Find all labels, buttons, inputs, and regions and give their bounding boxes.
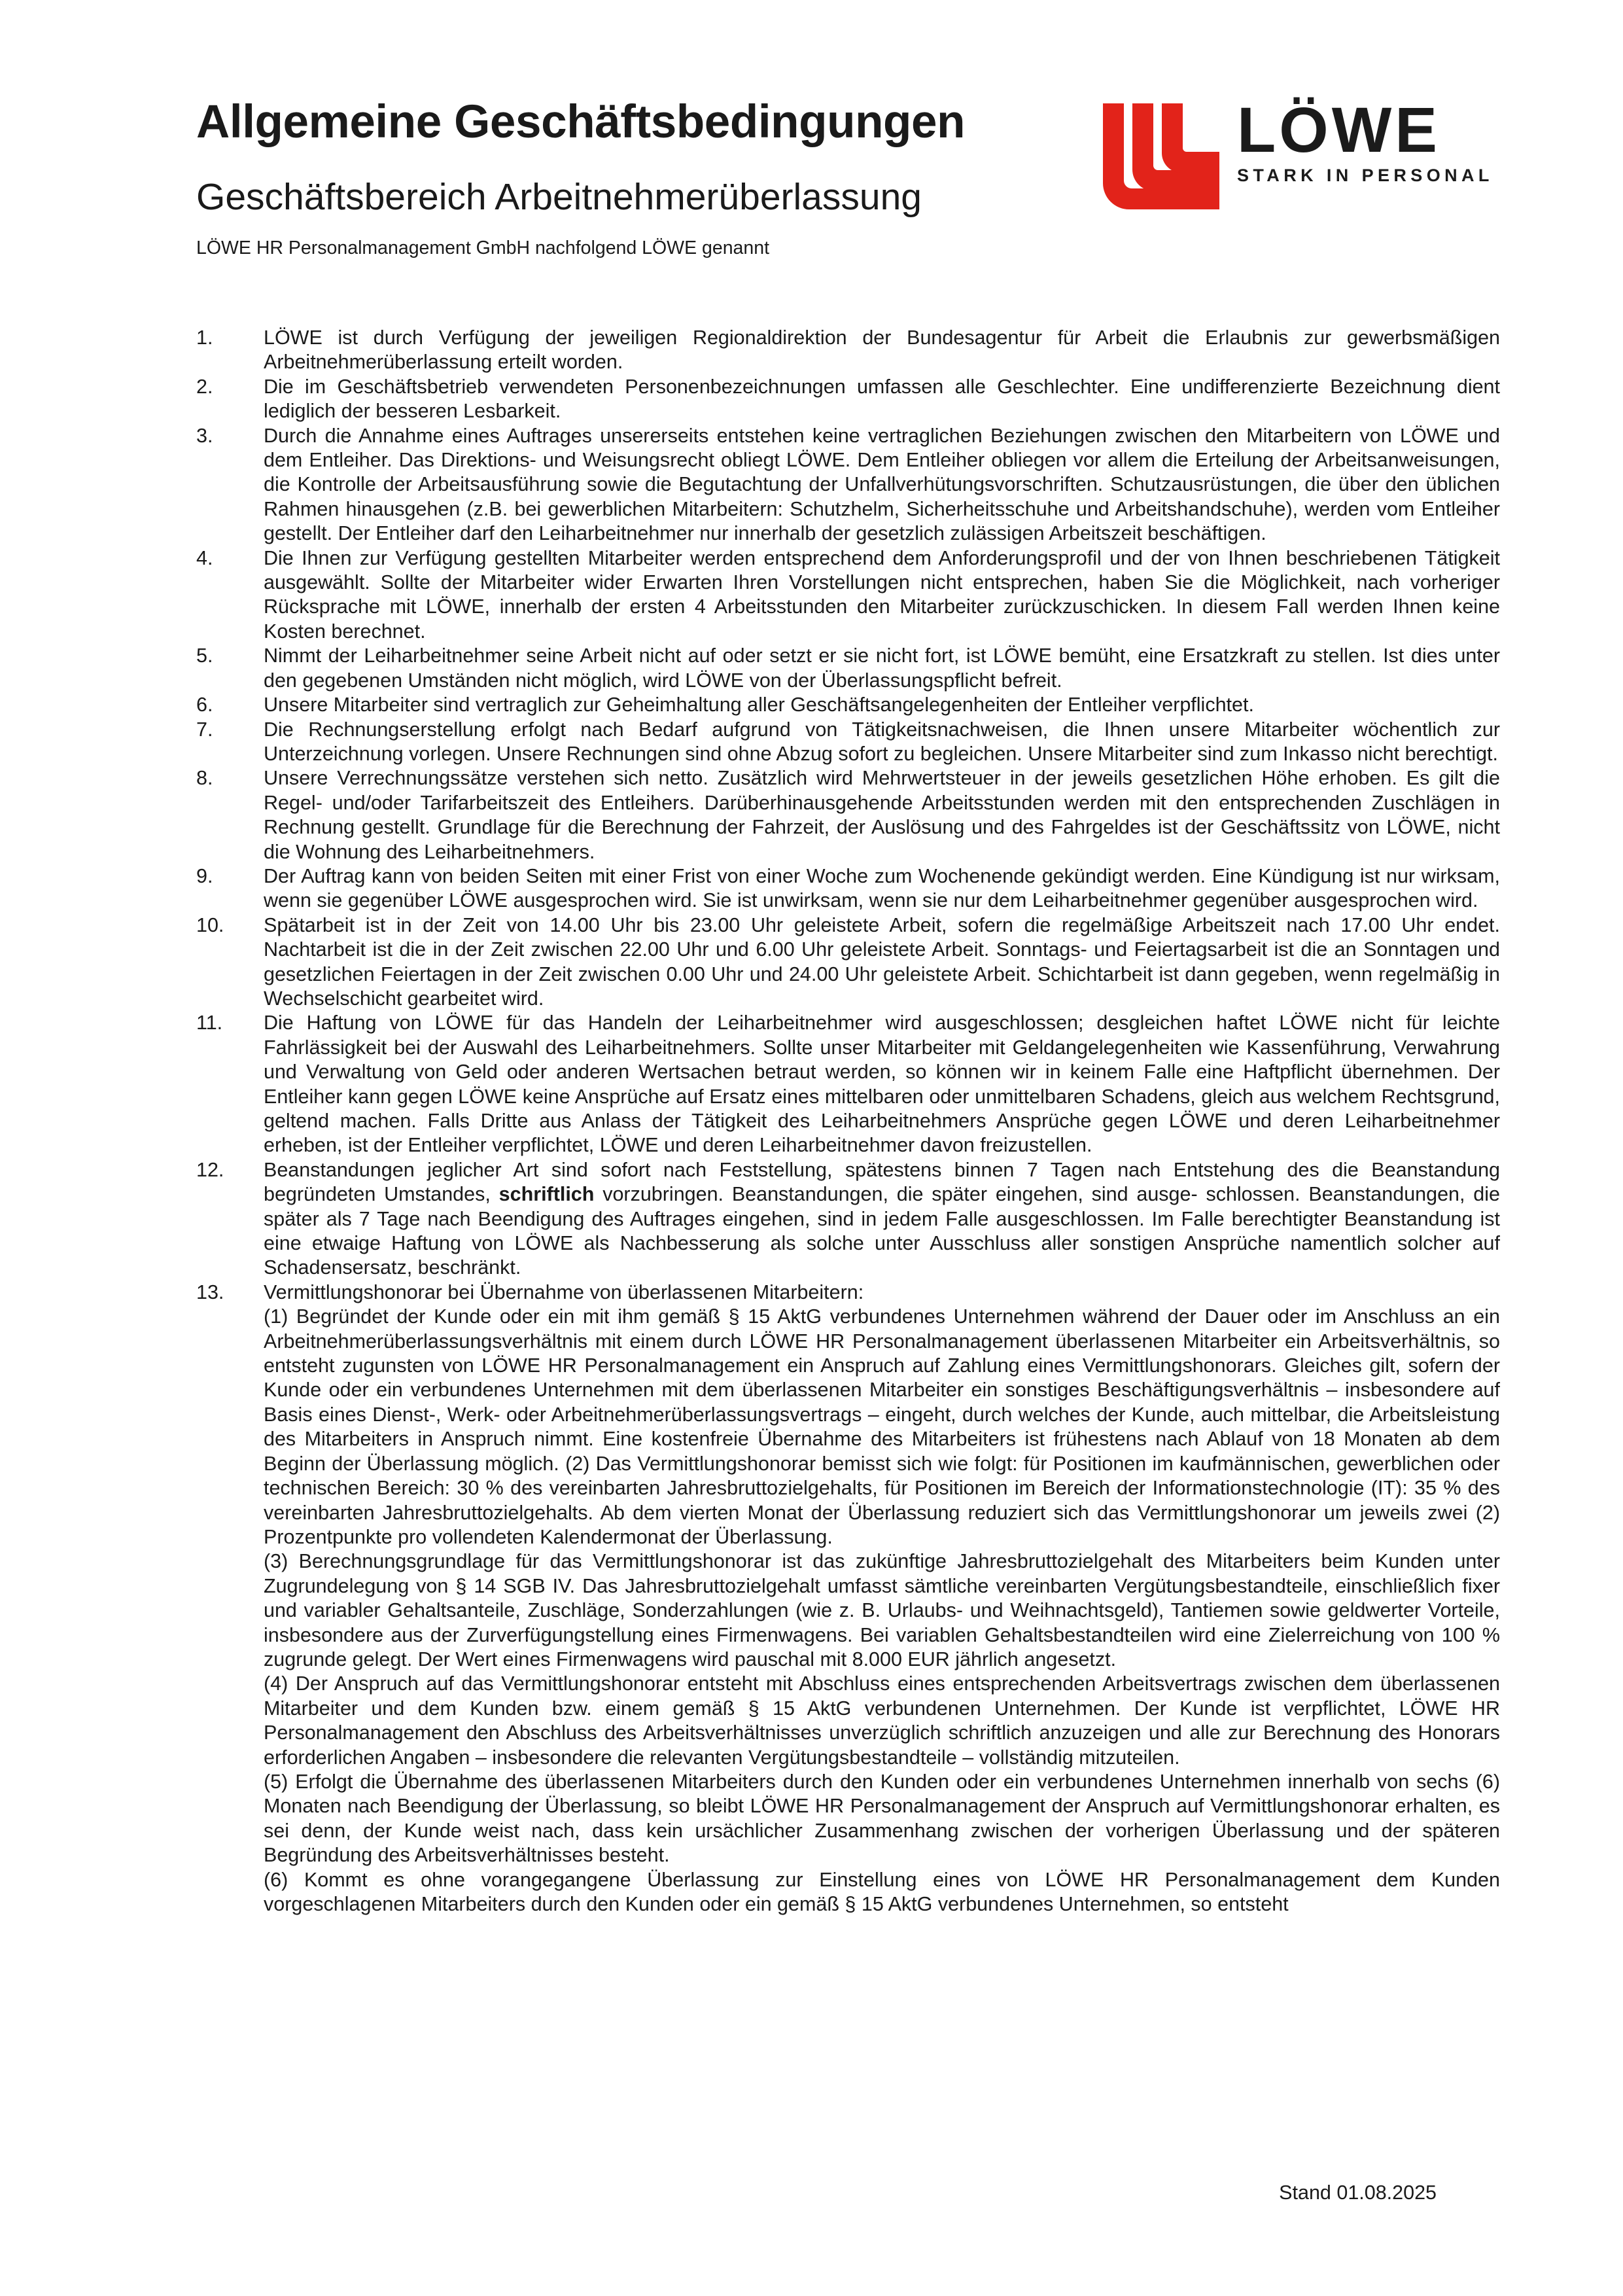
term-paragraph: Der Auftrag kann von beiden Seiten mit einer Frist von einer Woche zum Wochenende gekündigt werden. Eine Kündigung ist nur wirksam, wenn sie gegenüber LÖWE ausgesprochen wird. Sie ist unwirksam, wenn sie nur dem Leiharbeitnehmer gegenüber ausgesprochen wird. [264,864,1500,912]
term-paragraph: Die Ihnen zur Verfügung gestellten Mitarbeiter werden entsprechend dem Anforderungsprofil und der von Ihnen beschriebenen Tätigkeit ausgewählt. Sollte der Mitarbeiter wider Erwarten Ihren Vorstellungen nicht entsprechen, haben Sie die Möglichkeit, nach vorheriger Rücksprache mit LÖWE, innerhalb der ersten 4 Arbeitsstunden den Mitarbeiter zurückzuschicken. In diesem Fall werden Ihnen keine Kosten berechnet. [264,546,1500,643]
term-number: 2. [196,375,213,398]
document-footer [0,2181,1623,2204]
term-paragraph: (3) Berechnungsgrundlage für das Vermittlungshonorar ist das zukünftige Jahresbruttozielgehalt des Mitarbeiters beim Kunden unter Zugrundelegung von § 14 SGB IV. Das Jahresbruttozielgehalt umfasst sämtliche vereinbarten Vergütungsbestandteile, einschließlich fixer und variabler Gehaltsanteile, Zuschläge, Sonderzahlungen (wie z. B. Urlaubs- und Weihnachtsgeld), Tantiemen sowie geldwerter Vorteile, insbesondere aus der Zurverfügungstellung eines Firmenwagens. Bei variablen Gehaltsbestandteilen wird eine Zielerreichung von 100 % zugrunde gelegt. Der Wert eines Firmenwagens wird pauschal mit 8.000 EUR jährlich angesetzt. [264,1550,1500,1670]
term-paragraph: Beanstandungen jeglicher Art sind sofort nach Feststellung, spätestens binnen 7 Tagen nach Entstehung des die Beanstandung begründeten Umstandes, schriftlich vorzubringen. Beanstandungen, die später eingehen, sind ausge- schlossen. Beanstandungen, die später als 7 Tage nach Beendigung des Auftrages eingehen, sind in jedem Falle ausgeschlossen. Im Falle berechtigter Beanstandung ist eine etwaige Haftung von LÖWE als Nachbesserung als solche unter Ausschluss aller sonstigen Ansprüche namentlich solcher auf Schadensersatz, beschränkt. [264,1158,1500,1279]
term-number: 7. [196,718,213,741]
term-item [196,718,1500,767]
page-subtitle: Geschäftsbereich Arbeitnehmerüberlassung [196,176,922,218]
term-paragraph: Die Haftung von LÖWE für das Handeln der Leiharbeitnehmer wird ausgeschlossen; desgleichen haftet LÖWE nicht für leichte Fahrlässigkeit bei der Auswahl des Leiharbeitnehmers. Sollte unser Mitarbeiter mit Geldangelegenheiten wie Kassenführung, Verwahrung und Verwaltung von Geld oder anderen Wertsachen betraut werden, so können wir in keinem Falle eine Haftpflicht übernehmen. Der Entleiher kann gegen LÖWE keine Ansprüche auf Ersatz eines mittelbaren oder unmittelbaren Schadens, gleich aus welchem Rechtsgrund, geltend machen. Falls Dritte aus Anlass der Tätigkeit des Leiharbeitnehmers Ansprüche gegen LÖWE und deren Leiharbeitnehmer erheben, ist der Entleiher verpflichtet, LÖWE und deren Leiharbeitnehmer davon freizustellen. [264,1012,1500,1157]
term-paragraph: LÖWE ist durch Verfügung der jeweiligen Regionaldirektion der Bundesagentur für Arbeit die Erlaubnis zur gewerbsmäßigen Arbeitnehmerüberlassung erteilt worden. [264,327,1500,374]
term-paragraph: Spätarbeit ist in der Zeit von 14.00 Uhr bis 23.00 Uhr geleistete Arbeit, sofern die regelmäßige Arbeitszeit nach 17.00 Uhr endet. Nachtarbeit ist die in der Zeit zwischen 22.00 Uhr und 6.00 Uhr geleistete Arbeit. Sonntags- und Feiertagsarbeit ist die an Sonntagen und gesetzlichen Feiertagen in der Zeit zwischen 0.00 Uhr und 24.00 Uhr geleistete Arbeit. Schichtarbeit ist dann gegeben, wenn regelmäßig in Wechselschicht gearbeitet wird. [264,913,1500,1010]
term-item [196,1011,1500,1157]
term-number: 5. [196,645,213,667]
term-paragraph: (4) Der Anspruch auf das Vermittlungshonorar entsteht mit Abschluss eines entsprechenden Arbeitsvertrags zwischen dem überlassenen Mitarbeiter und dem Kunden bzw. einem gemäß § 15 AktG verbundenen Unternehmen. Der Kunde ist verpflichtet, LÖWE HR Personalmanagement den Abschluss des Arbeitsverhältnisses unverzüglich schriftlich anzuzeigen und alle zur Berechnung des Honorars erforderlichen Angaben – insbesondere die relevanten Vergütungsbestandteile – vollständig mitzuteilen. [264,1672,1500,1769]
term-paragraph: Vermittlungshonorar bei Übernahme von überlassenen Mitarbeitern: [264,1280,864,1303]
term-number: 8. [196,767,213,790]
revision-date: Stand 01.08.2025 [1279,2181,1437,2204]
page-title: Allgemeine Geschäftsbedingungen [196,96,966,148]
term-number: 12. [196,1158,224,1181]
lowe-wordmark: LÖWE [1237,94,1440,166]
term-item [196,326,1500,375]
company-line: LÖWE HR Personalmanagement GmbH nachfolgend LÖWE genannt [196,238,770,258]
term-number: 1. [196,327,213,349]
term-item [196,766,1500,864]
term-item [196,644,1500,693]
lowe-logo [1103,94,1509,229]
term-number: 3. [196,424,213,447]
term-number: 11. [196,1012,223,1034]
term-item [196,424,1500,546]
term-number: 9. [196,864,213,887]
lowe-mark-icon [1103,103,1219,222]
lowe-tagline: STARK IN PERSONAL [1237,165,1493,185]
terms-content [196,326,1500,1916]
term-item [196,546,1500,645]
term-paragraph: (1) Begründet der Kunde oder ein mit ihm gemäß § 15 AktG verbundenes Unternehmen während der Dauer oder im Anschluss an ein Arbeitnehmerüberlassungsverhältnis mit einem durch LÖWE HR Personalmanagement überlassenen Mitarbeiter ein Arbeitsverhältnis, so entsteht zugunsten von LÖWE HR Personalmanagement ein Anspruch auf Zahlung eines Vermittlungshonorars. Gleiches gilt, sofern der Kunde oder ein verbundenes Unternehmen mit dem überlassenen Mitarbeiter ein sonstiges Beschäftigungsverhältnis – insbesondere auf Basis eines Dienst-, Werk- oder Arbeitnehmerüberlassungsvertrags – eingeht, durch welches der Kunde, auch mittelbar, die Arbeitsleistung des Mitarbeiters in Anspruch nimmt. Eine kostenfreie Übernahme des Mitarbeiters ist frühestens nach Ablauf von 18 Monaten ab dem Beginn der Überlassung möglich. (2) Das Vermittlungshonorar bemisst sich wie folgt: für Positionen im kaufmännischen, gewerblichen oder technischen Bereich: 30 % des vereinbarten Jahresbruttozielgehalts, für Positionen im Bereich der Informationstechnologie (IT): 35 % des vereinbarten Jahresbruttozielgehalts. Ab dem vierten Monat der Überlassung reduziert sich das Vermittlungshonorar um jeweils zwei (2) Prozentpunkte pro vollendeten Kalendermonat der Überlassung. [264,1305,1500,1548]
term-item [196,693,1500,717]
term-number: 10. [196,913,224,936]
term-number: 13. [196,1280,224,1303]
terms-list [196,326,1500,1916]
term-item [196,375,1500,424]
term-paragraph: Unsere Mitarbeiter sind vertraglich zur Geheimhaltung aller Geschäftsangelegenheiten der Entleiher verpflichtet. [264,694,1254,716]
document-header [0,94,1623,258]
lowe-logo-text [1237,94,1493,186]
term-item [196,864,1500,913]
term-item [196,913,1500,1012]
term-paragraph: Unsere Verrechnungssätze verstehen sich netto. Zusätzlich wird Mehrwertsteuer in der jeweils gesetzlichen Höhe erhoben. Es gilt die Regel- und/oder Tarifarbeitszeit des Entleihers. Darüberhinausgehende Arbeitsstunden werden mit den entsprechenden Zuschlägen in Rechnung gestellt. Grundlage für die Berechnung der Fahrzeit, der Auslösung und des Fahrgeldes ist der Geschäftssitz von LÖWE, nicht die Wohnung des Leiharbeitnehmers. [264,767,1500,863]
term-item [196,1158,1500,1280]
term-number: 6. [196,694,213,716]
term-number: 4. [196,546,213,569]
term-paragraph: (5) Erfolgt die Übernahme des überlassenen Mitarbeiters durch den Kunden oder ein verbundenes Unternehmen innerhalb von sechs (6) Monaten nach Beendigung der Überlassung, so bleibt LÖWE HR Personalmanagement der Anspruch auf Vermittlungshonorar erhalten, es sei denn, der Kunde weist nach, dass kein ursächlicher Zusammenhang zwischen der vorherigen Überlassung und der späteren Begründung des Arbeitsverhältnisses besteht. [264,1770,1500,1867]
term-paragraph: Nimmt der Leiharbeitnehmer seine Arbeit nicht auf oder setzt er sie nicht fort, ist LÖWE bemüht, eine Ersatzkraft zu stellen. Ist dies unter den gegebenen Umständen nicht möglich, wird LÖWE von der Überlassungspflicht befreit. [264,645,1500,692]
term-paragraph: Die im Geschäftsbetrieb verwendeten Personenbezeichnungen umfassen alle Geschlechter. Eine undifferenzierte Bezeichnung dient lediglich der besseren Lesbarkeit. [264,375,1500,423]
term-item [196,1280,1500,1917]
term-paragraph: Durch die Annahme eines Auftrages unsererseits entstehen keine vertraglichen Beziehungen zwischen den Mitarbeitern von LÖWE und dem Entleiher. Das Direktions- und Weisungsrecht obliegt LÖWE. Dem Entleiher obliegen vor allem die Erteilung der Arbeitsanweisungen, die Kontrolle der Arbeitsausführung sowie die Begutachtung der Unfallverhütungsvorschriften. Schutzausrüstungen, die über den üblichen Rahmen hinausgehen (z.B. bei gewerblichen Mitarbeitern: Schutzhelm, Sicherheitsschuhe und Arbeitshandschuhe), werden vom Entleiher gestellt. Der Entleiher darf den Leiharbeitnehmer nur innerhalb der gesetzlich zulässigen Arbeitszeit beschäftigen. [264,424,1500,545]
term-paragraph: Die Rechnungserstellung erfolgt nach Bedarf aufgrund von Tätigkeitsnachweisen, die Ihnen unsere Mitarbeiter wöchentlich zur Unterzeichnung vorlegen. Unsere Rechnungen sind ohne Abzug sofort zu begleichen. Unsere Mitarbeiter sind zum Inkasso nicht berechtigt. [264,718,1500,765]
term-paragraph: (6) Kommt es ohne vorangegangene Überlassung zur Einstellung eines von LÖWE HR Personalmanagement dem Kunden vorgeschlagenen Mitarbeiters durch den Kunden oder ein gemäß § 15 AktG verbundenes Unternehmen, so entsteht [264,1868,1500,1915]
